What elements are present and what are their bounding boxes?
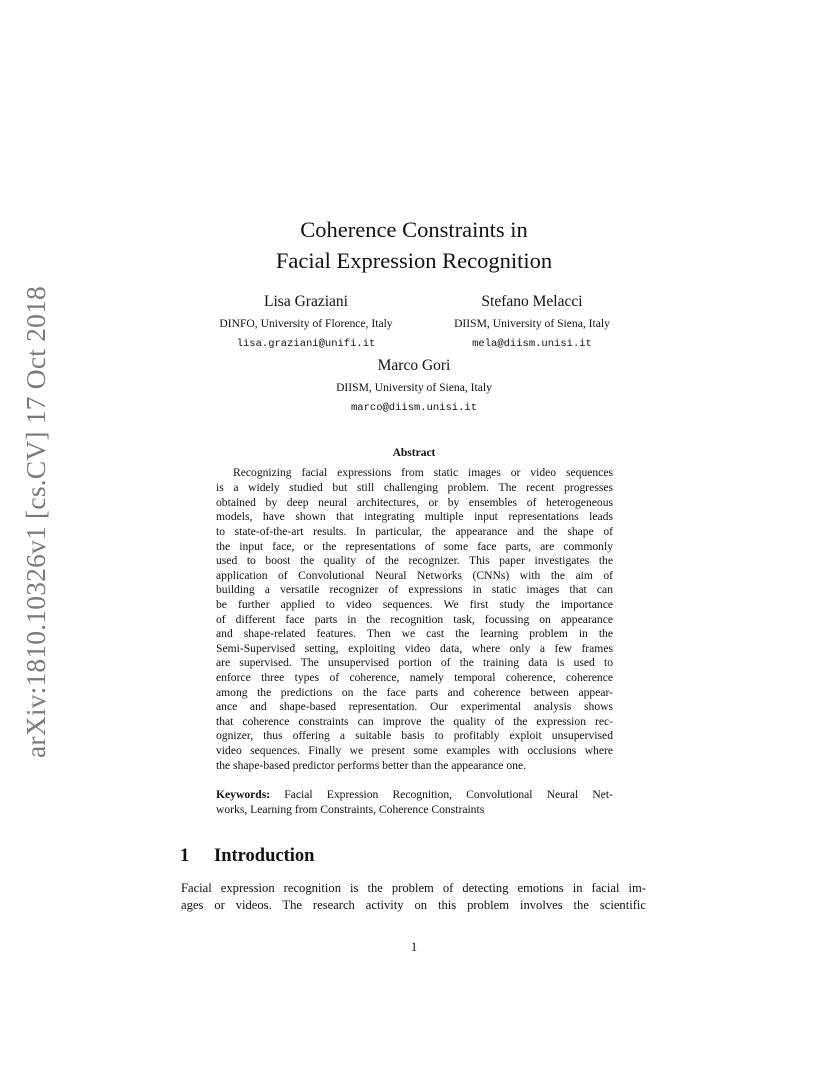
abstract-line: that coherence constraints can improve the quality of the expression rec- <box>216 715 613 728</box>
keywords-line <box>216 788 613 802</box>
author-affiliation: DINFO, University of Florence, Italy <box>219 317 393 330</box>
abstract-line: models, have shown that integrating multiple input representations leads <box>216 510 613 523</box>
arxiv-stamp: arXiv:1810.10326v1 [cs.CV] 17 Oct 2018 <box>20 286 51 758</box>
section-title: Introduction <box>214 846 315 866</box>
author-email: lisa.graziani@unifi.it <box>236 338 376 350</box>
author-name: Stefano Melacci <box>481 293 583 310</box>
abstract-line: is a widely studied but still challenging problem. The recent progresses <box>216 481 613 494</box>
abstract-heading: Abstract <box>392 447 436 459</box>
abstract-line: be further applied to video sequences. We first study the importance <box>216 598 613 611</box>
abstract-line: enforce three types of coherence, namely temporal coherence, coherence <box>216 671 613 684</box>
abstract-line: obtained by deep neural architectures, or by ensembles of heterogeneous <box>216 496 613 509</box>
abstract-line: building a versatile recognizer of expressions in static images that can <box>216 583 613 596</box>
author-email: marco@diism.unisi.it <box>350 402 478 414</box>
abstract-line: application of Convolutional Neural Networks (CNNs) with the aim of <box>216 569 613 582</box>
author-name: Lisa Graziani <box>264 293 348 310</box>
abstract-line: the shape-based predictor performs better than the appearance one. <box>216 759 526 772</box>
abstract-line: used to boost the quality of the recognizer. This paper investigates the <box>216 554 613 567</box>
author-email: mela@diism.unisi.it <box>472 338 592 350</box>
paper-title-line-1: Coherence Constraints in <box>300 217 528 242</box>
section-heading <box>180 846 314 867</box>
body-text-line: Facial expression recognition is the problem of detecting emotions in facial im- <box>181 881 646 895</box>
section-number: 1 <box>180 846 190 866</box>
body-text-line: ages or videos. The research activity on this problem involves the scientific <box>181 898 646 912</box>
abstract-line: ognizer, thus offering a suitable basis to profitably exploit unsupervised <box>216 729 613 742</box>
abstract-line: are supervised. The unsupervised portion of the training data is used to <box>216 656 613 669</box>
author-block <box>436 292 628 351</box>
author-block <box>0 356 828 415</box>
abstract-line: Semi-Supervised setting, exploiting video data, where only a few frames <box>216 642 613 655</box>
abstract-line: Recognizing facial expressions from static images or video sequences <box>233 466 613 479</box>
abstract-line: the input face, or the representations of some face parts, are commonly <box>216 540 613 553</box>
author-block <box>198 292 414 351</box>
author-affiliation: DIISM, University of Siena, Italy <box>336 381 492 394</box>
abstract-line: of different face parts in the recognition task, focussing on appearance <box>216 613 613 626</box>
abstract-line: ance and shape-based representation. Our experimental analysis shows <box>216 700 613 713</box>
keywords-line: works, Learning from Constraints, Coherence Constraints <box>216 803 485 816</box>
keywords-text: Facial Expression Recognition, Convolutional Neural Net- <box>284 788 613 801</box>
page-number: 1 <box>410 940 418 954</box>
abstract-line: video sequences. Finally we present some examples with occlusions where <box>216 744 613 757</box>
author-name: Marco Gori <box>377 357 451 374</box>
abstract-line: among the predictions on the face parts and coherence between appear- <box>216 686 613 699</box>
paper-title-line-2: Facial Expression Recognition <box>275 248 553 273</box>
abstract-line: and shape-related features. Then we cast the learning problem in the <box>216 627 613 640</box>
author-affiliation: DIISM, University of Siena, Italy <box>454 317 610 330</box>
abstract-line: to state-of-the-art results. In particular, the appearance and the shape of <box>216 525 613 538</box>
keywords-label: Keywords: <box>216 788 271 801</box>
